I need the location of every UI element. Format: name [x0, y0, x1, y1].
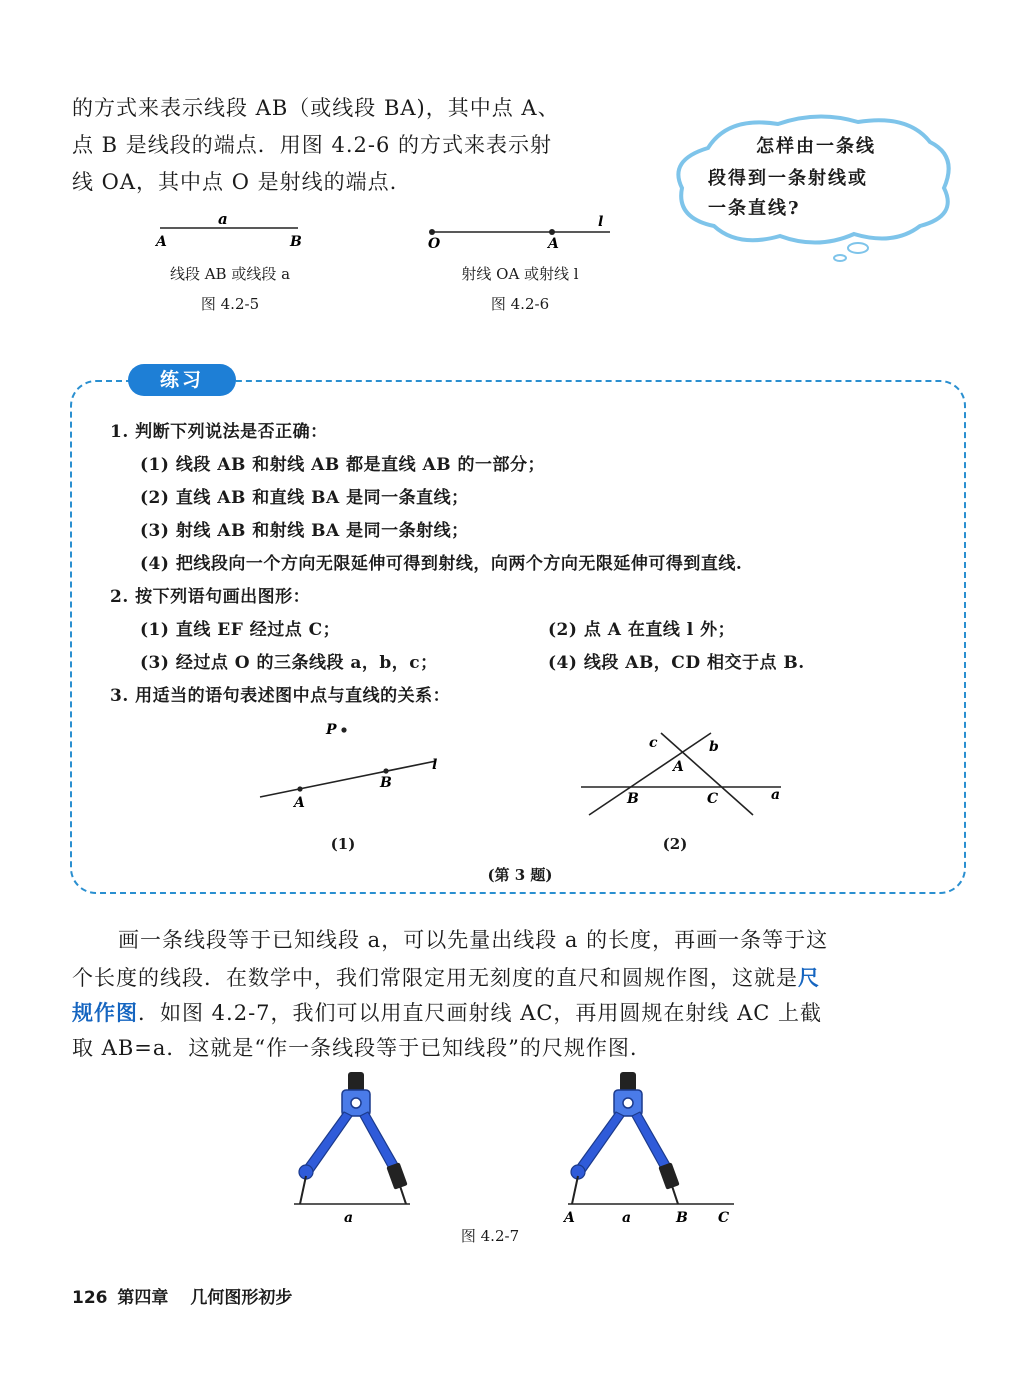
question-2-item-1: (1) 直线 EF 经过点 C；	[140, 620, 341, 640]
term-ruler-compass-end: 规作图	[72, 1000, 138, 1025]
fig-4-2-6-caption: 射线 OA 或射线 l	[461, 265, 579, 283]
body-line-1-text: 画一条线段等于已知线段 a，可以先量出线段 a 的长度，再画一条等于这	[118, 928, 829, 952]
exercise-figure-2-caption: (2)	[662, 835, 688, 853]
question-1-item-3: (3) 射线 AB 和射线 BA 是同一条射线；	[140, 521, 469, 541]
label-B: B	[380, 775, 392, 791]
label-a: a	[344, 1210, 354, 1226]
point-A	[297, 786, 302, 791]
question-1-item-1: (1) 线段 AB 和射线 AB 都是直线 AB 的一部分；	[140, 455, 546, 475]
intro-line-1: 的方式来表示线段 AB（或线段 BA)，其中点 A、	[72, 96, 560, 120]
compass-figure-left	[290, 1068, 420, 1228]
chapter-label: 第四章	[117, 1288, 169, 1308]
label-A: A	[548, 236, 559, 252]
label-A: A	[156, 234, 167, 250]
body-line-1	[118, 922, 828, 959]
question-2-item-4: (4) 线段 AB，CD 相交于点 B.	[548, 653, 805, 673]
label-a: a	[218, 212, 228, 228]
intro-line-3: 线 OA，其中点 O 是射线的端点.	[72, 170, 398, 194]
question-2-item-3: (3) 经过点 O 的三条线段 a，b，c；	[140, 653, 438, 673]
label-C: C	[707, 791, 719, 807]
label-A: A	[673, 759, 684, 775]
page-footer	[72, 1283, 292, 1308]
thought-cloud	[668, 108, 958, 268]
label-b: b	[709, 739, 719, 755]
fig-4-2-5-number: 图 4.2-5	[200, 295, 260, 313]
question-1-item-4: (4) 把线段向一个方向无限延伸可得到射线，向两个方向无限延伸可得到直线.	[140, 554, 743, 574]
question-3: 3. 用适当的语句表述图中点与直线的关系：	[110, 686, 451, 706]
compass-handle	[620, 1072, 636, 1092]
fig-4-2-5-caption: 线段 AB 或线段 a	[169, 265, 291, 283]
label-a: a	[771, 787, 781, 803]
question-1: 1. 判断下列说法是否正确：	[110, 422, 328, 442]
label-l: l	[432, 757, 438, 773]
exercise-figure-1	[250, 715, 450, 825]
point-P	[341, 727, 346, 732]
cloud-line-1: 怎样由一条线	[756, 136, 876, 157]
exercise-tab	[128, 364, 236, 396]
compass-figure-right	[558, 1068, 748, 1228]
point-O	[429, 229, 435, 235]
term-ruler-compass-start: 尺	[798, 965, 820, 990]
label-C: C	[718, 1210, 730, 1226]
label-P: P	[326, 722, 337, 738]
label-B: B	[627, 791, 639, 807]
point-B	[383, 768, 388, 773]
body-line-3-text: ．如图 4.2-7，我们可以用直尺画射线 AC，再用圆规在射线 AC 上截	[138, 1001, 823, 1025]
label-l: l	[598, 214, 604, 230]
body-line-3	[72, 994, 822, 1032]
exercise-title: 练习	[159, 369, 204, 391]
page-number: 126	[72, 1288, 108, 1308]
cloud-line-2: 段得到一条射线或	[708, 168, 868, 189]
body-line-4: 取 AB=a．这就是“作一条线段等于已知线段”的尺规作图.	[72, 1036, 638, 1060]
label-A: A	[564, 1210, 575, 1226]
body-line-2	[72, 959, 820, 997]
label-c: c	[649, 735, 658, 751]
chapter-title: 几何图形初步	[190, 1288, 293, 1308]
body-line-2-text: 个长度的线段．在数学中，我们常限定用无刻度的直尺和圆规作图，这就是	[72, 966, 798, 990]
exercise-figure-caption: (第 3 题)	[487, 866, 553, 884]
question-2: 2. 按下列语句画出图形：	[110, 587, 311, 607]
point-A	[549, 229, 555, 235]
exercise-figure-1-caption: (1)	[330, 835, 356, 853]
question-1-item-2: (2) 直线 AB 和直线 BA 是同一条直线；	[140, 488, 469, 508]
compass-handle	[348, 1072, 364, 1092]
label-B: B	[676, 1210, 688, 1226]
question-2-item-2: (2) 点 A 在直线 l 外；	[548, 620, 736, 640]
intro-line-2: 点 B 是线段的端点．用图 4.2-6 的方式来表示射	[72, 133, 552, 157]
exercise-figure-2	[575, 725, 795, 825]
label-A: A	[294, 795, 305, 811]
label-a: a	[622, 1210, 632, 1226]
ray-diagram	[420, 212, 620, 252]
segment-diagram	[150, 212, 320, 252]
label-B: B	[290, 234, 302, 250]
fig-4-2-6-number: 图 4.2-6	[490, 295, 550, 313]
cloud-line-3: 一条直线?	[708, 198, 801, 219]
label-O: O	[428, 236, 441, 252]
fig-4-2-7-number: 图 4.2-7	[460, 1227, 520, 1245]
